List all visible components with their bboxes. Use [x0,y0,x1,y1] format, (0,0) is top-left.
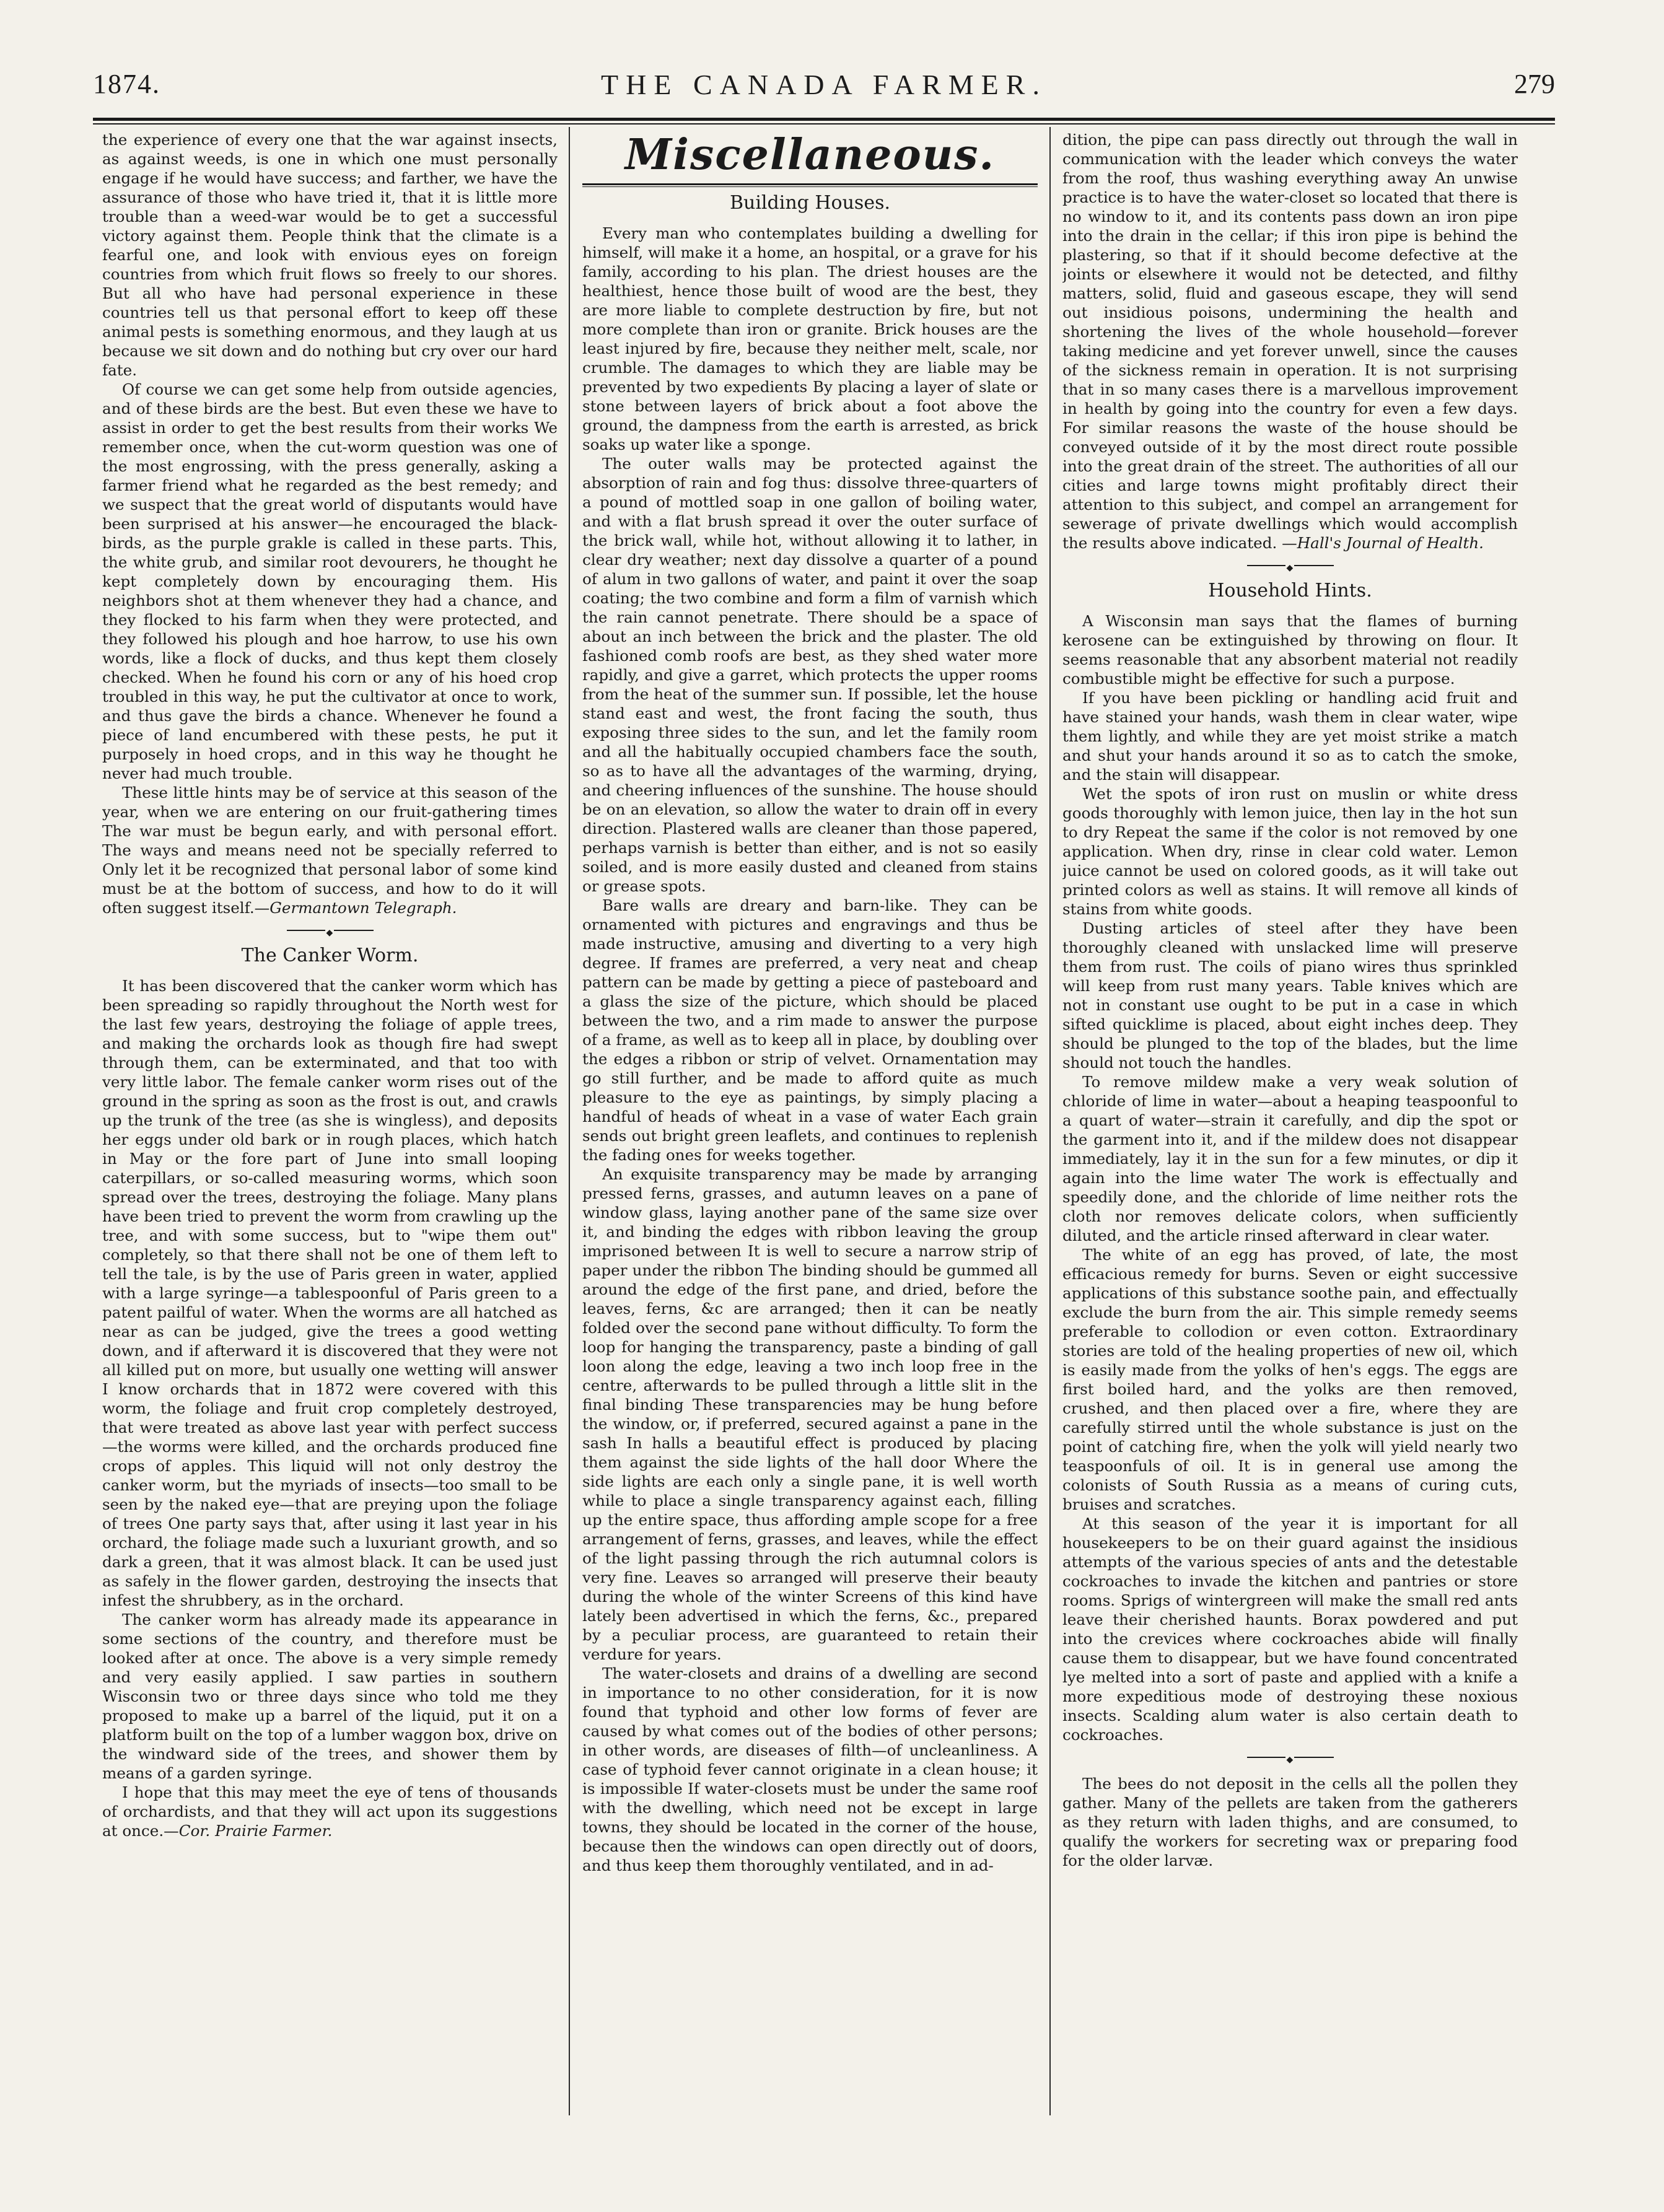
paragraph: The white of an egg has proved, of late, the most efficacious remedy for burns. Seven or eight successive applications of this substance soothe pain, and effectually exclude the burn from the air. This simple remedy seems preferable to collodion or even cotton. Extraordinary stories are told of the healing properties of new oil, which is easily made from the yolks of hen's eggs. The eggs are first boiled hard, and the yolks are then removed, crushed, and then placed over a fire, where they are carefully stirred until the whole substance is just on the point of catching fire, when the yolk will yield nearly two teaspoonfuls of oil. It is in general use among the colonists of South Russia as a means of curing cuts, bruises and scratches. [1062,1246,1518,1513]
header-rule-thin [93,123,1555,125]
column-divider-2 [1049,127,1051,2115]
paragraph: An exquisite transparency may be made by arranging pressed ferns, grasses, and autumn leaves on a pane of window glass, laying another pane of the same size over it, and binding the edges with ribbon leaving the group imprisoned between It is well to secure a narrow strip of paper under the ribbon The binding should be gummed all around the edge of the first pane, and dried, before the leaves, ferns, &c are arranged; then it can be neatly folded over the second pane without difficulty. To form the loop for hanging the transparency, paste a binding of gall loon along the edge, leaving a two inch loop free in the centre, afterwards to be pulled through a little slit in the final binding These transparencies may be hung before the window, or, if preferred, secured against a pane in the sash In halls a beautiful effect is produced by placing them against the side lights of the hall door Where the side lights are each only a single pane, it is well worth while to place a single transparency against each, filling up the entire space, thus affording ample scope for a free arrangement of ferns, grasses, and leaves, while the effect of the light passing through the rich autumnal colors is very fine. Leaves so arranged will preserve their beauty during the whole of the winter Screens of this kind have lately been advertised in which the ferns, &c., prepared by a peculiar process, are guaranteed to retain their verdure for years. [582,1165,1038,1663]
column-1 [102,130,558,2112]
section-separator [1247,1757,1334,1758]
paragraph: the experience of every one that the war against insects, as against weeds, is one in which one must personally engage if he would have success; and farther, we have the assurance of those who have tried it, that it is little more trouble than a weed-war would be to get a successful victory against them. People think that the climate is a fearful one, and look with envious eyes on foreign countries from which fruit flows so freely to our shores. But all who have had personal experience in these countries tell us that personal effort to keep off these animal pests is something enormous, and they laugh at us because we sit down and do nothing but cry over our hard fate. [102,131,558,379]
paragraph: dition, the pipe can pass directly out through the wall in communication with the leader which conveys the water from the roof, thus washing everything away An unwise practice is to have the water-closet so located that there is no window to it, and its contents pass down an iron pipe into the drain in the cellar; if this iron pipe is behind the plastering, so that if it should become defective at the joints or elsewhere it would not be detected, and filthy matters, solid, fluid and gaseous escape, they will send out insidious poisons, undermining the health and shortening the lives of the whole household—forever taking medicine and yet forever unwell, since the causes of the sickness remain in operation. It is not surprising that in so many cases there is a marvellous improvement in health by going into the country for even a few days. For similar reasons the waste of the house should be conveyed outside of it by the most direct route possible into the great drain of the street. The authorities of all our cities and large towns might profitably direct their attention to this subject, and compel an arrangement for sewerage of private dwellings which would accomplish the results above indicated. —Hall's Journal of Health. [1062,131,1518,552]
column-divider-1 [569,127,570,2115]
section-title-household-hints: Household Hints. [1208,580,1372,601]
heading-rule-thin [582,186,1038,187]
paragraph: The bees do not deposit in the cells all the pollen they gather. Many of the pellets are taken from the gatherers as they return with laden thighs, and are consumed, to qualify the workers for secreting wax or preparing food for the older larvæ. [1062,1775,1518,1869]
paragraph: If you have been pickling or handling acid fruit and have stained your hands, wash them in clear water, wipe them lightly, and while they are yet moist strike a match and shut your hands around it so as to catch the smoke, and the stain will disappear. [1062,689,1518,784]
paragraph: At this season of the year it is important for all housekeepers to be on their guard against the insidious attempts of the various species of ants and the detestable cockroaches to invade the kitchen and pantries or store rooms. Sprigs of wintergreen will make the small red ants leave their cherished haunts. Borax powdered and put into the crevices where cockroaches abide will finally cause them to disappear, but we have found concentrated lye melted into a sort of paste and applied with a knife a more expeditious mode of destroying these noxious insects. Scalding alum water is also certain death to cockroaches. [1062,1515,1518,1744]
heading-rule [582,183,1038,185]
paragraph: It has been discovered that the canker worm which has been spreading so rapidly throughout the North west for the last few years, destroying the foliage of apple trees, and making the orchards look as though fire had swept through them, can be exterminated, and that too with very little labor. The female canker worm rises out of the ground in the spring as soon as the frost is out, and crawls up the trunk of the tree (as she is wingless), and deposits her eggs under old bark or in rough places, which hatch in May or the fore part of June into small looping caterpillars, or so-called measuring worms, which soon spread over the trees, destroying the foliage. Many plans have been tried to prevent the worm from crawling up the tree, and with some success, but to "wipe them out" completely, so that there shall not be one of them left to tell the tale, is by the use of Paris green in water, applied with a large syringe—a tablespoonful of Paris green to a patent pailful of water. When the worms are all hatched as near as can be judged, give the trees a good wetting down, and if afterward it is discovered that they were not all killed put on more, but usually one wetting will answer I know orchards that in 1872 were covered with this worm, the foliage and fruit crop completely destroyed, that were treated as above last year with perfect success—the worms were killed, and the orchards produced fine crops of apples. This liquid will not only destroy the canker worm, but the myriads of insects—too small to be seen by the naked eye—that are preying upon the foliage of trees One party says that, after using it last year in his orchard, the foliage made such a luxuriant growth, and so dark a green, that it was almost black. It can be used just as safely in the flower garden, destroying the insects that infest the shrubbery, as in the orchard. [102,977,558,1609]
paragraph: Bare walls are dreary and barn-like. They can be ornamented with pictures and engravings and thus be made instructive, amusing and diverting to a very high degree. If frames are preferred, a very neat and cheap pattern can be made by getting a piece of pasteboard and a glass the size of the picture, which should be placed between the two, and a rim made to answer the purpose of a frame, as well as to keep all in place, by doubling over the edges a ribbon or strip of velvet. Ornamentation may go still further, and be made to afford quite as much pleasure to the eye as paintings, by simply placing a handful of heads of wheat in a vase of water Each grain sends out bright green leaflets, and continues to replenish the fading ones for weeks together. [582,896,1038,1164]
section-heading-miscellaneous: Miscellaneous. [624,130,996,180]
paragraph: Of course we can get some help from outside agencies, and of these birds are the best. But even these we have to assist in order to get the best results from their works We remember once, when the cut-worm question was one of the most engrossing, with the press generally, asking a farmer friend what he regarded as the best remedy; and we suspect that the great world of disputants would have been surprised at his answer—he encouraged the black-birds, as the purple grakle is called in these parts. This, the white grub, and similar root devourers, he thought he kept completely down by encouraging them. His neighbors shot at them whenever they had a chance, and they flocked to his farm when they were protected, and they followed his plough and hoe harrow, to use his own words, like a flock of ducks, and thus kept them closely checked. When he found his corn or any of his hoed crop troubled in this way, he put the cultivator at once to work, and thus gave the birds a chance. Whenever he found a piece of land encumbered with these pests, he put it purposely in hoed crops, and in this way he thought he never had much trouble. [102,380,558,782]
paragraph: To remove mildew make a very weak solution of chloride of lime in water—about a heaping teaspoonful to a quart of water—strain it carefully, and dip the spot or the garment into it, and if the mildew does not disappear immediately, lay it in the sun for a few minutes, or dip it again into the lime water The work is effectually and speedily done, and the chloride of lime neither rots the cloth nor removes delicate colors, when sufficiently diluted, and the article rinsed afterward in clear water. [1062,1073,1518,1244]
section-title-building-houses: Building Houses. [729,192,891,214]
paragraph: A Wisconsin man says that the flames of burning kerosene can be extinguished by throwing on flour. It seems reasonable that any absorbent material not readily combustible might be effective for such a purpose. [1062,612,1518,688]
paragraph: The outer walls may be protected against the absorption of rain and fog thus: dissolve three-quarters of a pound of mottled soap in one gallon of boiling water, and with a flat brush spread it over the outer surface of the brick wall, while hot, without allowing it to lather, in clear dry weather; next day dissolve a quarter of a pound of alum in two gallons of water, and paint it over the soap coating; the two combine and form a film of varnish which the rain cannot penetrate. There should be a space of about an inch between the brick and the plaster. The old fashioned comb roofs are best, as they shed water more rapidly, and give a garret, which protects the upper rooms from the heat of the summer sun. If possible, let the house stand east and west, the front facing the south, thus exposing three sides to the sun, and let the family room and all the habitually occupied chambers face the south, so as to have all the advantages of the warming, drying, and cheering influences of the sunshine. The house should be on an elevation, so allow the water to drain off in every direction. Plastered walls are cleaner than those papered, perhaps varnish is better than either, and is not so easily soiled, and is more easily dusted and cleaned from stains or grease spots. [582,455,1038,895]
paragraph: The canker worm has already made its appearance in some sections of the country, and therefore must be looked after at once. The above is a very simple remedy and very easily applied. I saw parties in southern Wisconsin two or three days since who told me they proposed to make up a barrel of the liquid, put it on a platform built on the top of a lumber waggon box, drive on the windward side of the trees, and shower them by means of a garden syringe. [102,1611,558,1782]
article-credit: Germantown Telegraph. [269,899,457,917]
section-title-canker-worm: The Canker Worm. [241,945,419,966]
section-separator [1247,565,1334,566]
paragraph: Dusting articles of steel after they have been thoroughly cleaned with unslacked lime will preserve them from rust. The coils of piano wires thus sprinkled will keep from rust many years. Table knives which are not in constant use ought to be put in a case in which sifted quicklime is placed, about eight inches deep. They should be plunged to the top of the blades, but the lime should not touch the handles. [1062,919,1518,1072]
paragraph: The water-closets and drains of a dwelling are second in importance to no other consideration, for it is now found that typhoid and other low forms of fever are caused by what comes out of the bodies of other persons; in other words, are diseases of filth—of uncleanliness. A case of typhoid fever cannot originate in a clean house; it is impossible If water-closets must be under the same roof with the dwelling, which need not be except in large towns, they should be located in the corner of the house, because then the windows can open directly out of doors, and thus keep them thoroughly ventilated, and in ad- [582,1664,1038,1874]
paragraph: These little hints may be of service at this season of the year, when we are entering on our fruit-gathering times The war must be begun early, and with personal effort. The ways and means need not be specially referred to Only let it be recognized that personal labor of some kind must be at the bottom of success, and how to do it will often suggest itself.—Germantown Telegraph. [102,784,558,917]
header-page-number: 279 [1514,69,1555,99]
section-separator [287,930,374,931]
header-title: THE CANADA FARMER. [601,69,1047,100]
article-credit: Cor. Prairie Farmer. [178,1822,333,1840]
paragraph: I hope that this may meet the eye of tens of thousands of orchardists, and that they will act upon its suggestions at once.—Cor. Prairie Farmer. [102,1783,558,1840]
column-3 [1062,130,1518,2112]
paragraph: Wet the spots of iron rust on muslin or white dress goods thoroughly with lemon juice, then lay in the hot sun to dry Repeat the same if the color is not removed by one application. When dry, rinse in clear cold water. Lemon juice cannot be used on colored goods, as it will take out printed colors as well as stains. It will remove all kinds of stains from white goods. [1062,785,1518,918]
column-2 [582,130,1038,2112]
header-rule [93,118,1555,121]
paragraph: Every man who contemplates building a dwelling for himself, will make it a home, an hospital, or a grave for his family, according to his plan. The driest houses are the healthiest, hence those built of wood are the best, they are more liable to complete destruction by fire, but not more complete than iron or granite. Brick houses are the least injured by fire, because they neither melt, scale, nor crumble. The damages to which they are liable may be prevented by two expedients By placing a layer of slate or stone between layers of brick about a foot above the ground, the dampness from the earth is arrested, as brick soaks up water like a sponge. [582,224,1038,453]
article-credit: Hall's Journal of Health. [1297,534,1484,552]
page-header [93,68,1555,105]
header-year: 1874. [93,69,160,99]
